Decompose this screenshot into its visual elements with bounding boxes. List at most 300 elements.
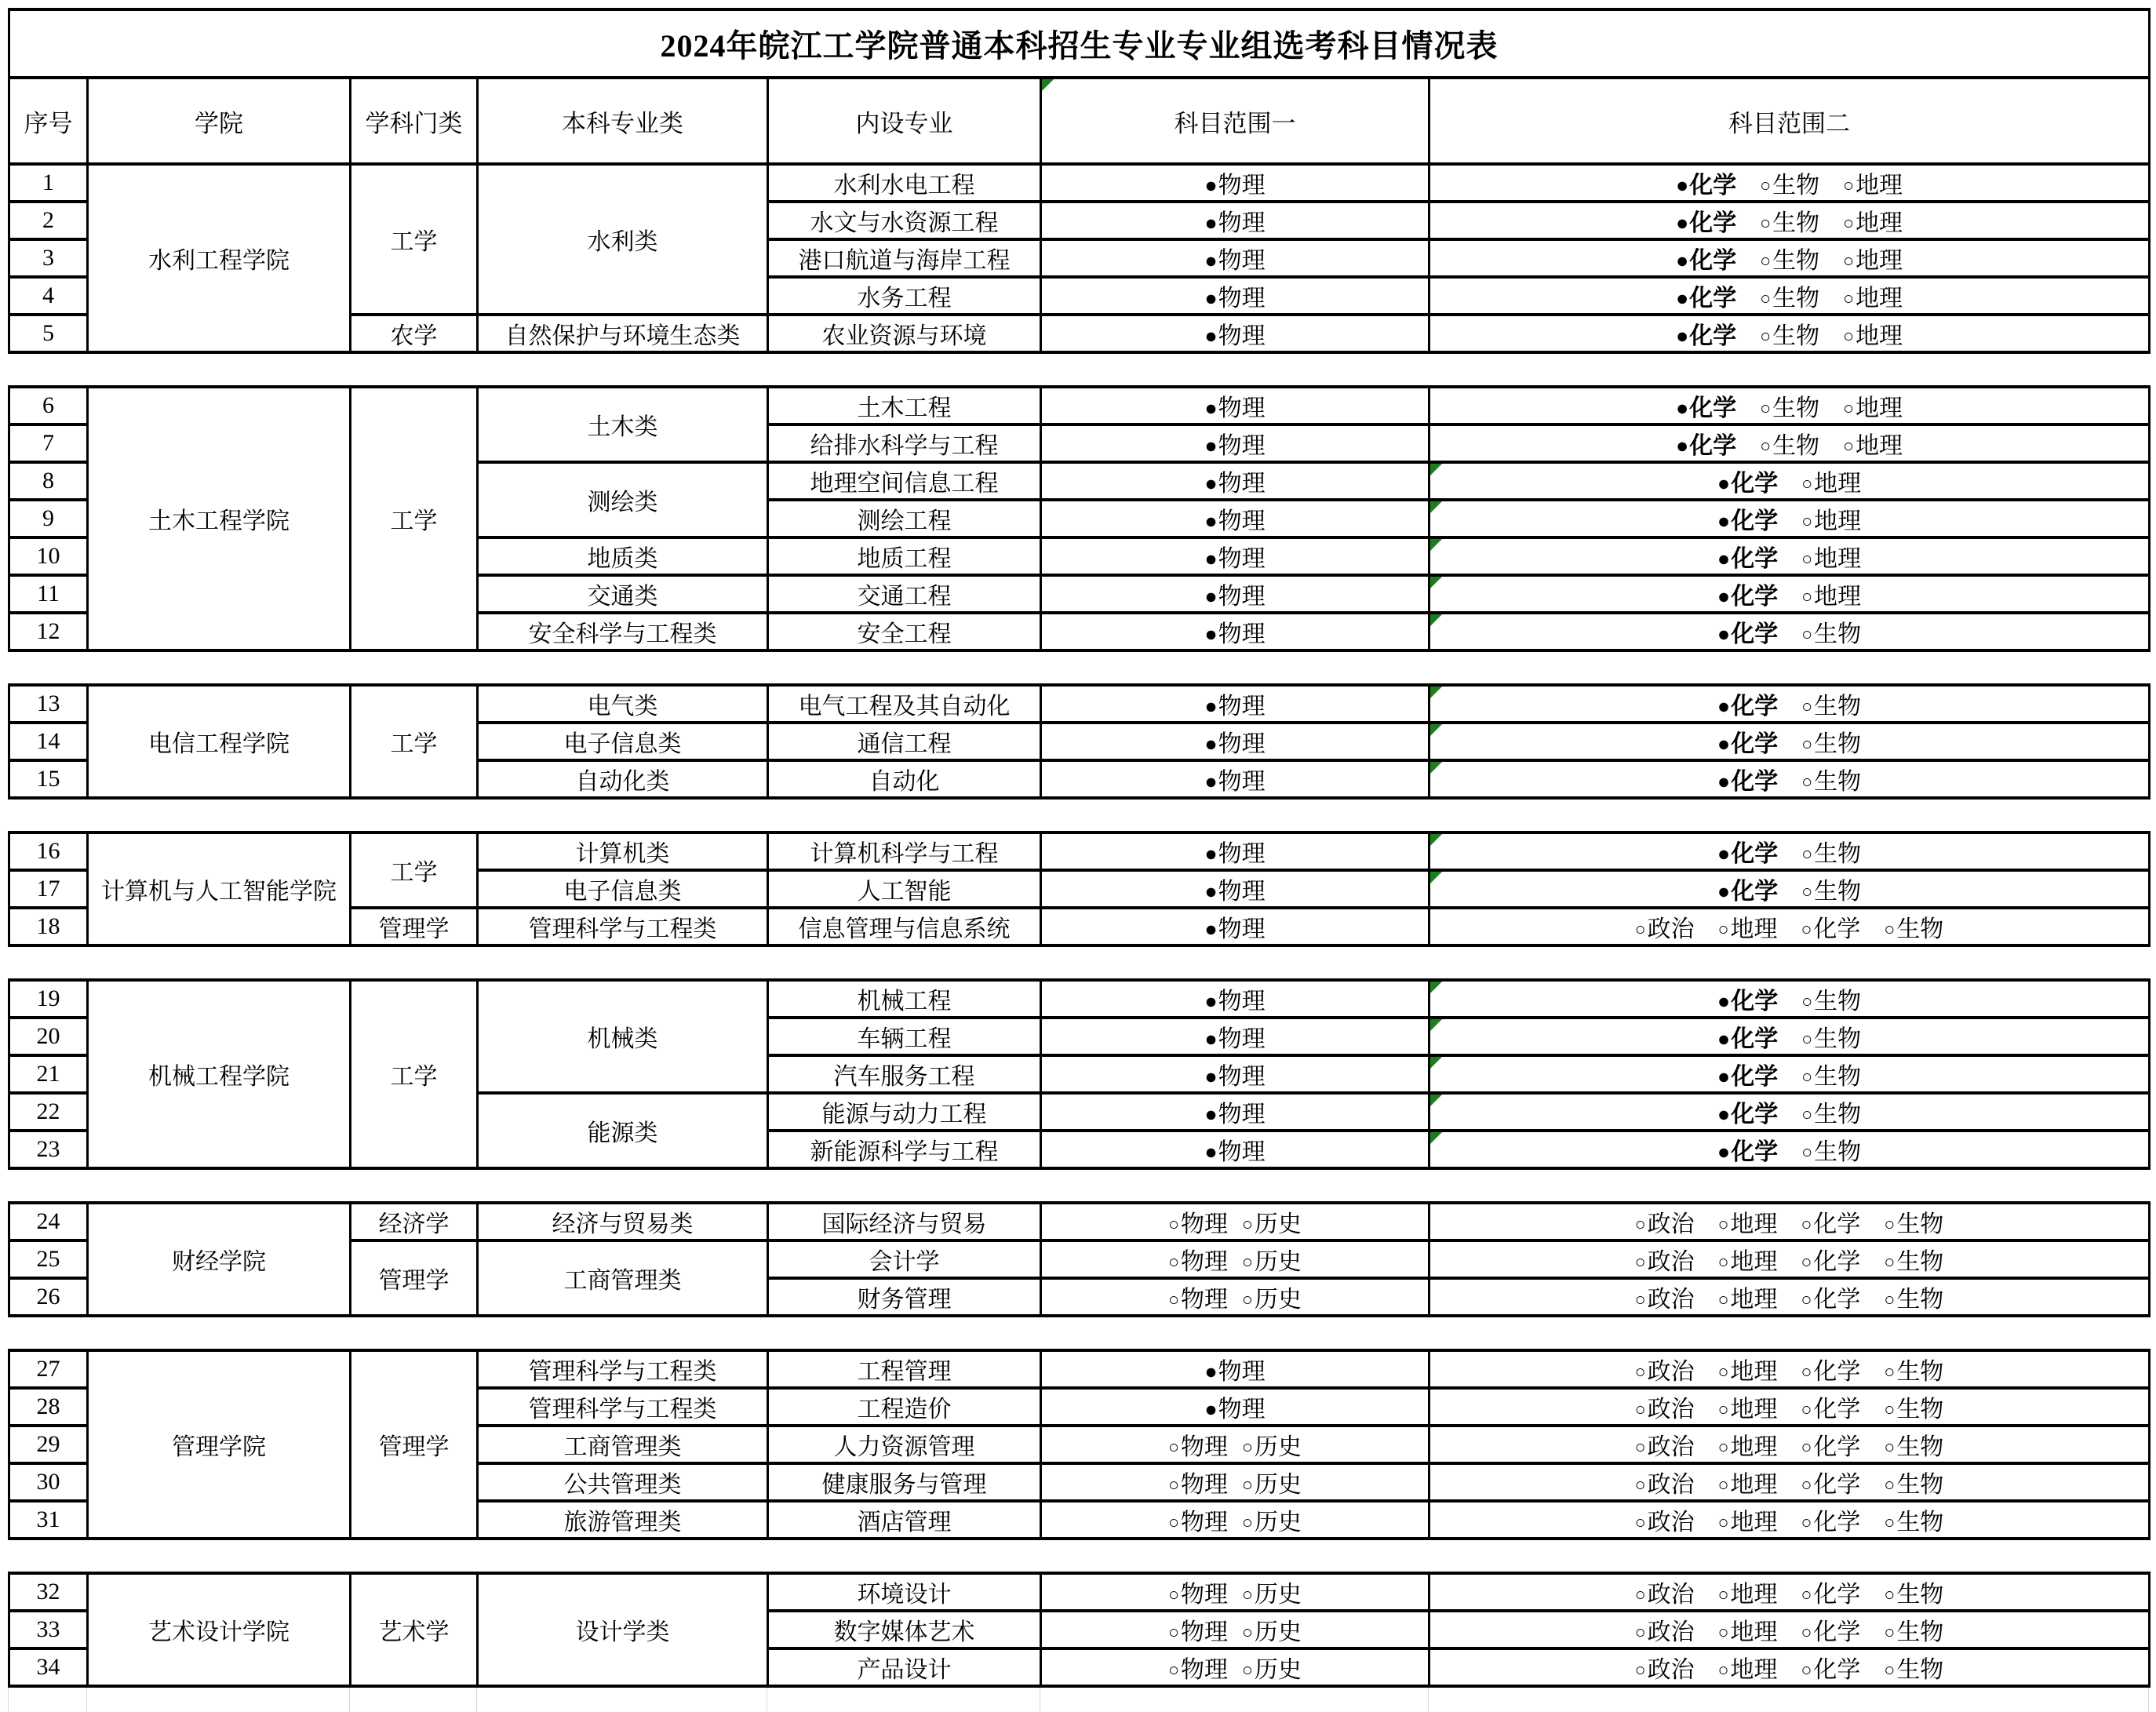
spreadsheet-gridline (476, 1688, 477, 1712)
open-bullet: ○ (1634, 1585, 1646, 1605)
subject-range2-cell (1429, 537, 2150, 575)
major-cell: 汽车服务工程 (768, 1055, 1041, 1093)
open-bullet: ○ (1717, 1585, 1729, 1605)
subject-option: ○地理 (1843, 248, 1903, 274)
filled-bullet: ● (1204, 396, 1218, 420)
spreadsheet-gridlines (8, 1688, 2148, 1712)
open-bullet: ○ (1884, 1475, 1896, 1495)
row-number-cell: 6 (9, 387, 88, 424)
subject-option: ○政治 (1634, 1249, 1695, 1275)
open-bullet: ○ (1717, 1437, 1729, 1457)
row-number-cell: 14 (9, 723, 88, 760)
major-cell: 车辆工程 (768, 1018, 1041, 1055)
filled-bullet: ● (1204, 1102, 1218, 1126)
subject-range2-cell (1429, 1648, 2150, 1686)
comment-triangle-icon (1042, 79, 1054, 91)
subject-range1-cell (1041, 1573, 1429, 1611)
subject-range1-cell (1041, 575, 1429, 613)
subject-option: ○地理 (1843, 210, 1903, 236)
subject-range2-cell (1429, 424, 2150, 462)
open-bullet: ○ (1717, 1362, 1729, 1382)
subject-option: ●化学 (1717, 1026, 1779, 1052)
subject-range1-cell (1041, 424, 1429, 462)
comment-triangle-icon (1430, 501, 1442, 513)
open-bullet: ○ (1242, 1290, 1253, 1309)
college-cell: 计算机与人工智能学院 (88, 832, 351, 945)
comment-triangle-icon (1430, 872, 1442, 883)
open-bullet: ○ (1242, 1623, 1253, 1642)
subject-option: ○化学 (1801, 1472, 1861, 1498)
subject-option: ○政治 (1634, 1211, 1695, 1237)
spreadsheet-gridline (86, 1688, 87, 1712)
subject-range1-cell (1041, 1463, 1429, 1501)
subject-option: ○生物 (1801, 769, 1862, 795)
subject-option: ○生物 (1884, 916, 1944, 942)
row-number-cell: 25 (9, 1240, 88, 1278)
open-bullet: ○ (1634, 1400, 1646, 1419)
discipline-cell: 经济学 (351, 1203, 478, 1240)
filled-bullet: ● (1204, 434, 1218, 457)
major-class-cell: 管理科学与工程类 (478, 908, 768, 945)
row-number-cell: 19 (9, 980, 88, 1018)
subject-option: ●物理 (1204, 769, 1266, 795)
subject-option: ●化学 (1717, 621, 1779, 647)
open-bullet: ○ (1843, 399, 1855, 418)
open-bullet: ○ (1801, 1475, 1812, 1495)
comment-triangle-icon (1430, 464, 1442, 475)
filled-bullet: ● (1204, 249, 1218, 272)
comment-triangle-icon (1430, 614, 1442, 626)
subject-range1-cell (1041, 1501, 1429, 1539)
subject-range2-cell (1429, 1350, 2150, 1388)
major-class-cell: 机械类 (478, 980, 768, 1093)
open-bullet: ○ (1801, 587, 1813, 606)
major-class-cell: 水利类 (478, 164, 768, 315)
major-class-cell: 自动化类 (478, 760, 768, 798)
subject-option: ○地理 (1717, 1657, 1778, 1683)
open-bullet: ○ (1801, 1142, 1813, 1162)
subject-option: ○化学 (1801, 916, 1861, 942)
subject-option: ○地理 (1717, 1434, 1778, 1460)
open-bullet: ○ (1242, 1437, 1253, 1457)
row-number-cell: 10 (9, 537, 88, 575)
spacer-row (9, 650, 2150, 685)
spacer-row (9, 1539, 2150, 1573)
subject-option: ○化学 (1801, 1359, 1861, 1385)
filled-bullet: ● (1204, 842, 1218, 865)
open-bullet: ○ (1760, 326, 1772, 346)
major-cell: 人工智能 (768, 870, 1041, 908)
subject-option: ●物理 (1204, 841, 1266, 867)
subject-option: ○生物 (1884, 1619, 1944, 1645)
open-bullet: ○ (1801, 992, 1813, 1011)
major-cell: 新能源科学与工程 (768, 1131, 1041, 1168)
major-class-cell: 能源类 (478, 1093, 768, 1168)
row-number-cell: 11 (9, 575, 88, 613)
subject-option: ○地理 (1717, 1619, 1778, 1645)
filled-bullet: ● (1204, 1397, 1218, 1421)
title-row (9, 9, 2150, 78)
open-bullet: ○ (1884, 1362, 1896, 1382)
open-bullet: ○ (1843, 213, 1855, 233)
subject-option: ●物理 (1204, 433, 1266, 459)
subject-option: ○化学 (1801, 1657, 1861, 1683)
filled-bullet: ● (1204, 989, 1218, 1013)
subject-range1-cell (1041, 1131, 1429, 1168)
subject-option: ○生物 (1801, 694, 1862, 719)
subject-range1-cell (1041, 315, 1429, 352)
comment-triangle-icon (1430, 687, 1442, 698)
major-cell: 水务工程 (768, 277, 1041, 315)
open-bullet: ○ (1717, 1660, 1729, 1680)
subject-option: ●物理 (1204, 395, 1266, 421)
major-class-cell: 土木类 (478, 387, 768, 462)
subject-range2-cell (1429, 1573, 2150, 1611)
subject-range1-cell (1041, 1240, 1429, 1278)
filled-bullet: ● (1204, 472, 1218, 495)
filled-bullet: ● (1204, 211, 1218, 235)
filled-bullet: ● (1675, 434, 1689, 457)
comment-triangle-icon (1430, 1057, 1442, 1069)
subject-option: ○政治 (1634, 1472, 1695, 1498)
subject-option: ○地理 (1843, 173, 1903, 199)
open-bullet: ○ (1168, 1585, 1179, 1605)
filled-bullet: ● (1204, 1140, 1218, 1164)
open-bullet: ○ (1884, 1513, 1896, 1532)
subject-range2-cell (1429, 832, 2150, 870)
row-number-cell: 16 (9, 832, 88, 870)
spacer-cell (9, 1168, 2150, 1203)
major-cell: 财务管理 (768, 1278, 1041, 1316)
open-bullet: ○ (1168, 1252, 1179, 1272)
subject-range1-cell (1041, 1055, 1429, 1093)
subject-option: ○生物 (1884, 1397, 1944, 1422)
spacer-row (9, 945, 2150, 980)
header-subject-range2: 科目范围二 (1429, 78, 2150, 164)
major-cell: 土木工程 (768, 387, 1041, 424)
discipline-cell: 农学 (351, 315, 478, 352)
college-cell: 管理学院 (88, 1350, 351, 1539)
subject-option: ○生物 (1884, 1359, 1944, 1385)
open-bullet: ○ (1760, 399, 1772, 418)
subject-option: ○地理 (1717, 1359, 1778, 1385)
filled-bullet: ● (1717, 472, 1731, 495)
subject-option: ○物理 (1168, 1657, 1228, 1683)
major-cell: 地质工程 (768, 537, 1041, 575)
subject-option: ○生物 (1760, 323, 1820, 349)
major-cell: 通信工程 (768, 723, 1041, 760)
subject-range2-cell (1429, 1055, 2150, 1093)
filled-bullet: ● (1204, 547, 1218, 570)
open-bullet: ○ (1634, 1660, 1646, 1680)
major-cell: 酒店管理 (768, 1501, 1041, 1539)
subject-range1-cell (1041, 537, 1429, 575)
open-bullet: ○ (1801, 549, 1813, 569)
filled-bullet: ● (1204, 622, 1218, 646)
row-number-cell: 29 (9, 1426, 88, 1463)
subject-option: ○生物 (1884, 1657, 1944, 1683)
comment-triangle-icon (1430, 762, 1442, 774)
row-number-cell: 2 (9, 202, 88, 239)
open-bullet: ○ (1634, 1513, 1646, 1532)
open-bullet: ○ (1884, 1660, 1896, 1680)
major-class-cell: 工商管理类 (478, 1240, 768, 1316)
major-class-cell: 测绘类 (478, 462, 768, 537)
open-bullet: ○ (1717, 1252, 1729, 1272)
subject-range1-cell (1041, 500, 1429, 537)
subject-option: ●物理 (1204, 584, 1266, 610)
subject-range1-cell (1041, 760, 1429, 798)
open-bullet: ○ (1634, 1290, 1646, 1309)
subject-option: ●物理 (1204, 286, 1266, 311)
subject-option: ○政治 (1634, 1657, 1695, 1683)
comment-triangle-icon (1430, 724, 1442, 736)
row-number-cell: 18 (9, 908, 88, 945)
subject-option: ○生物 (1801, 1102, 1862, 1127)
open-bullet: ○ (1168, 1215, 1179, 1234)
subject-option: ●物理 (1204, 1139, 1266, 1165)
subject-option: ○物理 (1168, 1510, 1228, 1535)
major-class-cell: 电气类 (478, 685, 768, 723)
open-bullet: ○ (1634, 1623, 1646, 1642)
table-row (9, 685, 2150, 723)
row-number-cell: 21 (9, 1055, 88, 1093)
row-number-cell: 27 (9, 1350, 88, 1388)
subject-option: ○历史 (1242, 1510, 1302, 1535)
discipline-cell: 管理学 (351, 1240, 478, 1316)
row-number-cell: 24 (9, 1203, 88, 1240)
row-number-cell: 9 (9, 500, 88, 537)
subject-option: ●化学 (1717, 694, 1779, 719)
comment-triangle-icon (1430, 982, 1442, 993)
spacer-cell (9, 945, 2150, 980)
major-class-cell: 经济与贸易类 (478, 1203, 768, 1240)
subject-range2-cell (1429, 315, 2150, 352)
college-cell: 土木工程学院 (88, 387, 351, 650)
major-class-cell: 计算机类 (478, 832, 768, 870)
comment-triangle-icon (1430, 1095, 1442, 1106)
open-bullet: ○ (1760, 436, 1772, 456)
subject-range2-cell (1429, 1131, 2150, 1168)
subject-option: ●物理 (1204, 248, 1266, 274)
open-bullet: ○ (1801, 920, 1812, 939)
subject-range2-cell (1429, 1278, 2150, 1316)
open-bullet: ○ (1717, 1475, 1729, 1495)
major-class-cell: 公共管理类 (478, 1463, 768, 1501)
major-class-cell: 管理科学与工程类 (478, 1350, 768, 1388)
spacer-row (9, 1316, 2150, 1350)
open-bullet: ○ (1843, 251, 1855, 271)
subject-option: ●化学 (1675, 173, 1737, 199)
row-number-cell: 8 (9, 462, 88, 500)
major-cell: 地理空间信息工程 (768, 462, 1041, 500)
subject-option: ●化学 (1717, 989, 1779, 1014)
subject-option: ●化学 (1717, 1139, 1779, 1165)
subject-range2-cell (1429, 575, 2150, 613)
subject-range1-cell (1041, 277, 1429, 315)
discipline-cell: 工学 (351, 685, 478, 798)
open-bullet: ○ (1884, 1585, 1896, 1605)
subject-option: ●物理 (1204, 508, 1266, 534)
filled-bullet: ● (1717, 509, 1731, 533)
subject-option: ○生物 (1801, 731, 1862, 757)
comment-triangle-icon (1430, 539, 1442, 551)
subject-option: ●物理 (1204, 323, 1266, 349)
subject-option: ○地理 (1843, 395, 1903, 421)
open-bullet: ○ (1760, 176, 1772, 195)
subject-range1-cell (1041, 1611, 1429, 1648)
spreadsheet-gridline (2148, 1688, 2149, 1712)
subject-option: ○生物 (1884, 1582, 1944, 1608)
table-row (9, 1573, 2150, 1611)
comment-triangle-icon (1430, 1132, 1442, 1144)
subject-option: ○生物 (1884, 1287, 1944, 1313)
spacer-row (9, 352, 2150, 387)
major-class-cell: 设计学类 (478, 1573, 768, 1686)
filled-bullet: ● (1675, 286, 1689, 310)
open-bullet: ○ (1843, 176, 1855, 195)
subject-option: ●化学 (1717, 546, 1779, 572)
row-number-cell: 1 (9, 164, 88, 202)
subject-option: ○地理 (1717, 1211, 1778, 1237)
subject-option: ○生物 (1760, 210, 1820, 236)
open-bullet: ○ (1801, 1105, 1813, 1124)
subject-range2-cell (1429, 1388, 2150, 1426)
open-bullet: ○ (1242, 1585, 1253, 1605)
subject-range2-cell (1429, 202, 2150, 239)
filled-bullet: ● (1675, 249, 1689, 272)
subject-option: ●化学 (1717, 731, 1779, 757)
college-cell: 艺术设计学院 (88, 1573, 351, 1686)
spacer-cell (9, 650, 2150, 685)
subject-range1-cell (1041, 1648, 1429, 1686)
discipline-cell: 工学 (351, 164, 478, 315)
row-number-cell: 4 (9, 277, 88, 315)
major-cell: 安全工程 (768, 613, 1041, 650)
subject-range1-cell (1041, 832, 1429, 870)
subject-option: ○物理 (1168, 1287, 1228, 1313)
spacer-row (9, 1168, 2150, 1203)
subject-option: ●物理 (1204, 731, 1266, 757)
major-cell: 电气工程及其自动化 (768, 685, 1041, 723)
subject-range1-cell (1041, 462, 1429, 500)
open-bullet: ○ (1634, 1215, 1646, 1234)
spacer-cell (9, 1316, 2150, 1350)
subject-option: ●化学 (1717, 769, 1779, 795)
subject-option: ○地理 (1801, 508, 1862, 534)
open-bullet: ○ (1801, 1067, 1813, 1087)
row-number-cell: 17 (9, 870, 88, 908)
row-number-cell: 5 (9, 315, 88, 352)
open-bullet: ○ (1168, 1513, 1179, 1532)
open-bullet: ○ (1843, 326, 1855, 346)
major-cell: 水文与水资源工程 (768, 202, 1041, 239)
filled-bullet: ● (1675, 211, 1689, 235)
discipline-cell: 工学 (351, 980, 478, 1168)
open-bullet: ○ (1801, 1215, 1812, 1234)
subject-option: ○生物 (1801, 841, 1862, 867)
subject-option: ○化学 (1801, 1510, 1861, 1535)
filled-bullet: ● (1675, 173, 1689, 197)
subject-range2-cell (1429, 908, 2150, 945)
major-cell: 计算机科学与工程 (768, 832, 1041, 870)
row-number-cell: 15 (9, 760, 88, 798)
filled-bullet: ● (1204, 770, 1218, 793)
subject-option: ○历史 (1242, 1249, 1302, 1275)
subject-range1-cell (1041, 908, 1429, 945)
subject-range2-cell (1429, 1611, 2150, 1648)
open-bullet: ○ (1801, 697, 1813, 716)
spacer-cell (9, 352, 2150, 387)
major-cell: 测绘工程 (768, 500, 1041, 537)
subject-option: ○物理 (1168, 1434, 1228, 1460)
open-bullet: ○ (1843, 289, 1855, 308)
filled-bullet: ● (1204, 286, 1218, 310)
subject-option: ○生物 (1801, 989, 1862, 1014)
filled-bullet: ● (1717, 694, 1731, 718)
discipline-cell: 管理学 (351, 908, 478, 945)
open-bullet: ○ (1884, 1437, 1896, 1457)
subject-option: ○地理 (1717, 1582, 1778, 1608)
header-subject-range1-label: 科目范围一 (1174, 109, 1296, 137)
major-class-cell: 自然保护与环境生态类 (478, 315, 768, 352)
subject-range2-cell (1429, 760, 2150, 798)
filled-bullet: ● (1717, 1140, 1731, 1164)
subject-option: ○历史 (1242, 1472, 1302, 1498)
subject-option: ○生物 (1801, 621, 1862, 647)
major-class-cell: 安全科学与工程类 (478, 613, 768, 650)
subject-range1-cell (1041, 387, 1429, 424)
filled-bullet: ● (1204, 694, 1218, 718)
subject-range2-cell (1429, 1501, 2150, 1539)
open-bullet: ○ (1168, 1660, 1179, 1680)
open-bullet: ○ (1801, 772, 1813, 792)
subject-range2-cell (1429, 462, 2150, 500)
open-bullet: ○ (1884, 1623, 1896, 1642)
row-number-cell: 33 (9, 1611, 88, 1648)
subject-option: ●化学 (1717, 508, 1779, 534)
subject-option: ○地理 (1843, 323, 1903, 349)
comment-triangle-icon (1430, 1019, 1442, 1031)
major-class-cell: 管理科学与工程类 (478, 1388, 768, 1426)
subject-option: ○地理 (1717, 1510, 1778, 1535)
subject-option: ○历史 (1242, 1287, 1302, 1313)
subject-option: ●物理 (1204, 546, 1266, 572)
open-bullet: ○ (1242, 1660, 1253, 1680)
open-bullet: ○ (1634, 1437, 1646, 1457)
subject-range1-cell (1041, 1388, 1429, 1426)
subject-option: ○化学 (1801, 1582, 1861, 1608)
subject-option: ○生物 (1760, 248, 1820, 274)
open-bullet: ○ (1717, 1513, 1729, 1532)
subject-option: ○地理 (1801, 471, 1862, 497)
subject-option: ○物理 (1168, 1472, 1228, 1498)
open-bullet: ○ (1242, 1513, 1253, 1532)
subject-option: ●化学 (1675, 210, 1737, 236)
row-number-cell: 28 (9, 1388, 88, 1426)
row-number-cell: 32 (9, 1573, 88, 1611)
subject-range1-cell (1041, 1018, 1429, 1055)
spreadsheet-gridline (1428, 1688, 1429, 1712)
comment-triangle-icon (1430, 834, 1442, 846)
subject-option: ○生物 (1801, 1026, 1862, 1052)
row-number-cell: 3 (9, 239, 88, 277)
open-bullet: ○ (1717, 1623, 1729, 1642)
subject-range1-cell (1041, 613, 1429, 650)
filled-bullet: ● (1204, 324, 1218, 348)
header-row (9, 78, 2150, 164)
spacer-row (9, 798, 2150, 832)
